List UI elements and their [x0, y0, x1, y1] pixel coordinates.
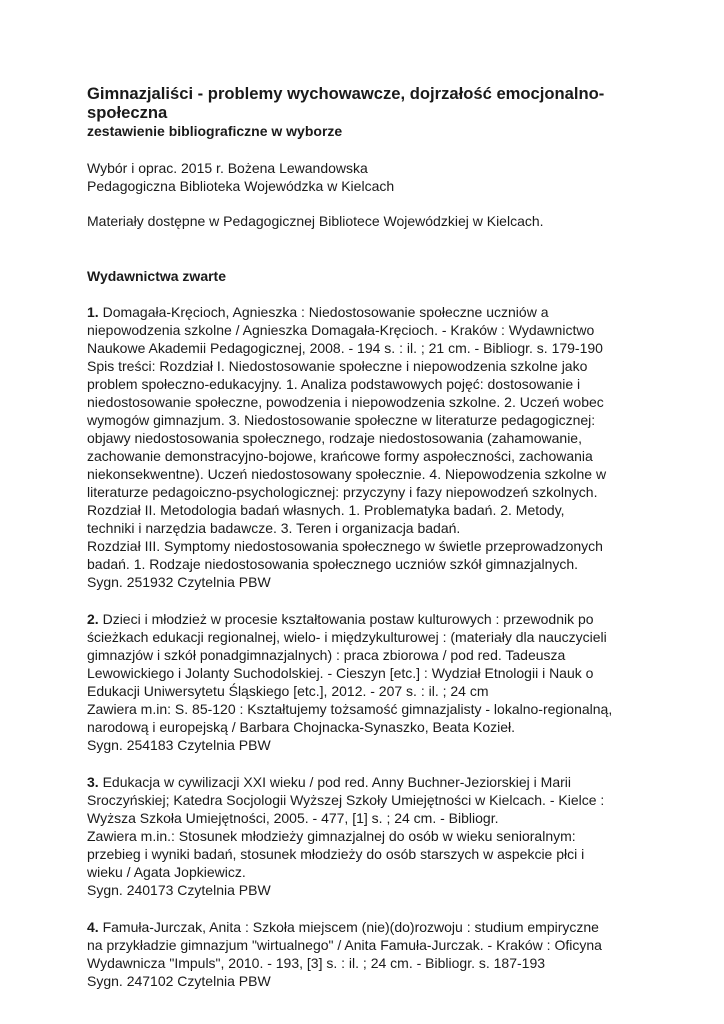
entry-number: 1.: [87, 304, 99, 320]
entry-line: Rozdział III. Symptomy niedostosowania społecznego w świetle przeprowadzonych: [87, 538, 603, 554]
compiler-line: Pedagogiczna Biblioteka Wojewódzka w Kielcach: [87, 178, 395, 194]
entry-line: Sygn. 240173 Czytelnia PBW: [87, 882, 271, 898]
title-line: Gimnazjaliści - problemy wychowawcze, dojrzałość emocjonalno-: [87, 84, 605, 103]
entry-text: Domagała-Kręcioch, Agnieszka : Niedostosowanie społeczne uczniów a: [98, 304, 549, 320]
entry-line: Sygn. 251932 Czytelnia PBW: [87, 574, 271, 590]
entry-number: 4.: [87, 919, 99, 935]
title-line: społeczna: [87, 103, 168, 122]
entry-text: Dzieci i młodzież w procesie kształtowania postaw kulturowych : przewodnik po: [98, 611, 594, 627]
entry-line: niedostosowanie społeczne, powodzenia i niepowodzenia szkolne. 2. Uczeń wobec: [87, 394, 604, 410]
entry-line: zachowanie demonstracyjno-bojowe, krańcowe formy aspołeczności, zachowania: [87, 448, 593, 464]
entry-line: Zawiera m.in.: Stosunek młodzieży gimnazjalnej do osób w wieku senioralnym:: [87, 828, 576, 844]
entry-line: literaturze pedagoiczno-psychologicznej: przyczyny i fazy niepowodzeń szkolnych.: [87, 484, 598, 500]
bibliography-entry: [87, 610, 647, 754]
document-subtitle: zestawienie bibliograficzne w wyborze: [87, 123, 343, 139]
document-page: [87, 84, 647, 990]
bibliography-entry: [87, 303, 647, 591]
entry-number: 3.: [87, 774, 99, 790]
entry-line: [87, 610, 647, 628]
availability-note: Materiały dostępne w Pedagogicznej Bibliotece Wojewódzkiej w Kielcach.: [87, 213, 544, 229]
entry-line: narodową i europejską / Barbara Chojnacka-Synaszko, Beata Kozieł.: [87, 719, 516, 735]
entry-line: na przykładzie gimnazjum "wirtualnego" / Anita Famuła-Jurczak. - Kraków : Oficyna: [87, 937, 602, 953]
bibliography-entry: [87, 773, 647, 899]
bibliography-list: [87, 303, 647, 990]
entry-line: Lewowickiego i Jolanty Suchodolskiej. - Cieszyn [etc.] : Wydział Etnologii i Nauk o: [87, 665, 594, 681]
entry-line: Sygn. 247102 Czytelnia PBW: [87, 973, 271, 989]
entry-line: problem społeczno-edukacyjny. 1. Analiza podstawowych pojęć: dostosowanie i: [87, 376, 581, 392]
entry-line: Rozdział II. Metodologia badań własnych. 1. Problematyka badań. 2. Metody,: [87, 502, 565, 518]
entry-line: niepowodzenia szkolne / Agnieszka Domagała-Kręcioch. - Kraków : Wydawnictwo: [87, 322, 595, 338]
entry-line: objawy niedostosowania społecznego, rodzaje niedostosowania (zahamowanie,: [87, 430, 582, 446]
entry-line: przebieg i wyniki badań, stosunek młodzieży do osób starszych w aspekcie płci i: [87, 846, 585, 862]
entry-line: Wyższa Szkoła Umiejętności, 2005. - 477, [1] s. ; 24 cm. - Bibliogr.: [87, 810, 499, 826]
bibliography-entry: [87, 918, 647, 990]
entry-line: Zawiera m.in: S. 85-120 : Kształtujemy tożsamość gimnazjalisty - lokalno-regionalną,: [87, 701, 613, 717]
entry-line: [87, 918, 647, 936]
section-heading: Wydawnictwa zwarte: [87, 268, 227, 284]
entry-line: Edukacji Uniwersytetu Śląskiego [etc.], 2012. - 207 s. : il. ; 24 cm: [87, 683, 489, 699]
document-title: [87, 84, 647, 122]
entry-line: gimnazjów i szkół ponadgimnazjalnych) : praca zbiorowa / pod red. Tadeusza: [87, 647, 566, 663]
compiler-line: Wybór i oprac. 2015 r. Bożena Lewandowska: [87, 160, 368, 176]
entry-line: Sroczyńskiej; Katedra Socjologii Wyższej Szkoły Umiejętności w Kielcach. - Kielce :: [87, 792, 605, 808]
entry-line: Sygn. 254183 Czytelnia PBW: [87, 737, 271, 753]
entry-line: ścieżkach edukacji regionalnej, wielo- i międzykulturowej : (materiały dla nauczycieli: [87, 629, 607, 645]
entry-line: Spis treści: Rozdział I. Niedostosowanie społeczne i niepowodzenia szkolne jako: [87, 358, 588, 374]
entry-line: Naukowe Akademii Pedagogicznej, 2008. - 194 s. : il. ; 21 cm. - Bibliogr. s. 179-190: [87, 340, 603, 356]
entry-line: wieku / Agata Jopkiewicz.: [87, 864, 246, 880]
entry-number: 2.: [87, 611, 99, 627]
entry-line: badań. 1. Rodzaje niedostosowania społecznego uczniów szkół gimnazjalnych.: [87, 556, 579, 572]
entry-line: Wydawnicza "Impuls", 2010. - 193, [3] s. : il. ; 24 cm. - Bibliogr. s. 187-193: [87, 955, 546, 971]
compiler-info: [87, 159, 647, 195]
entry-line: niekonsekwentne). Uczeń niedostosowany społecznie. 4. Niepowodzenia szkolne w: [87, 466, 607, 482]
entry-text: Famuła-Jurczak, Anita : Szkoła miejscem (nie)(do)rozwoju : studium empiryczne: [98, 919, 599, 935]
entry-line: [87, 303, 647, 321]
entry-text: Edukacja w cywilizacji XXI wieku / pod red. Anny Buchner-Jeziorskiej i Marii: [98, 774, 571, 790]
entry-line: [87, 773, 647, 791]
entry-line: techniki i narzędzia badawcze. 3. Teren i organizacja badań.: [87, 520, 461, 536]
entry-line: wymogów gimnazjum. 3. Niedostosowanie społeczne w literaturze pedagogicznej:: [87, 412, 596, 428]
